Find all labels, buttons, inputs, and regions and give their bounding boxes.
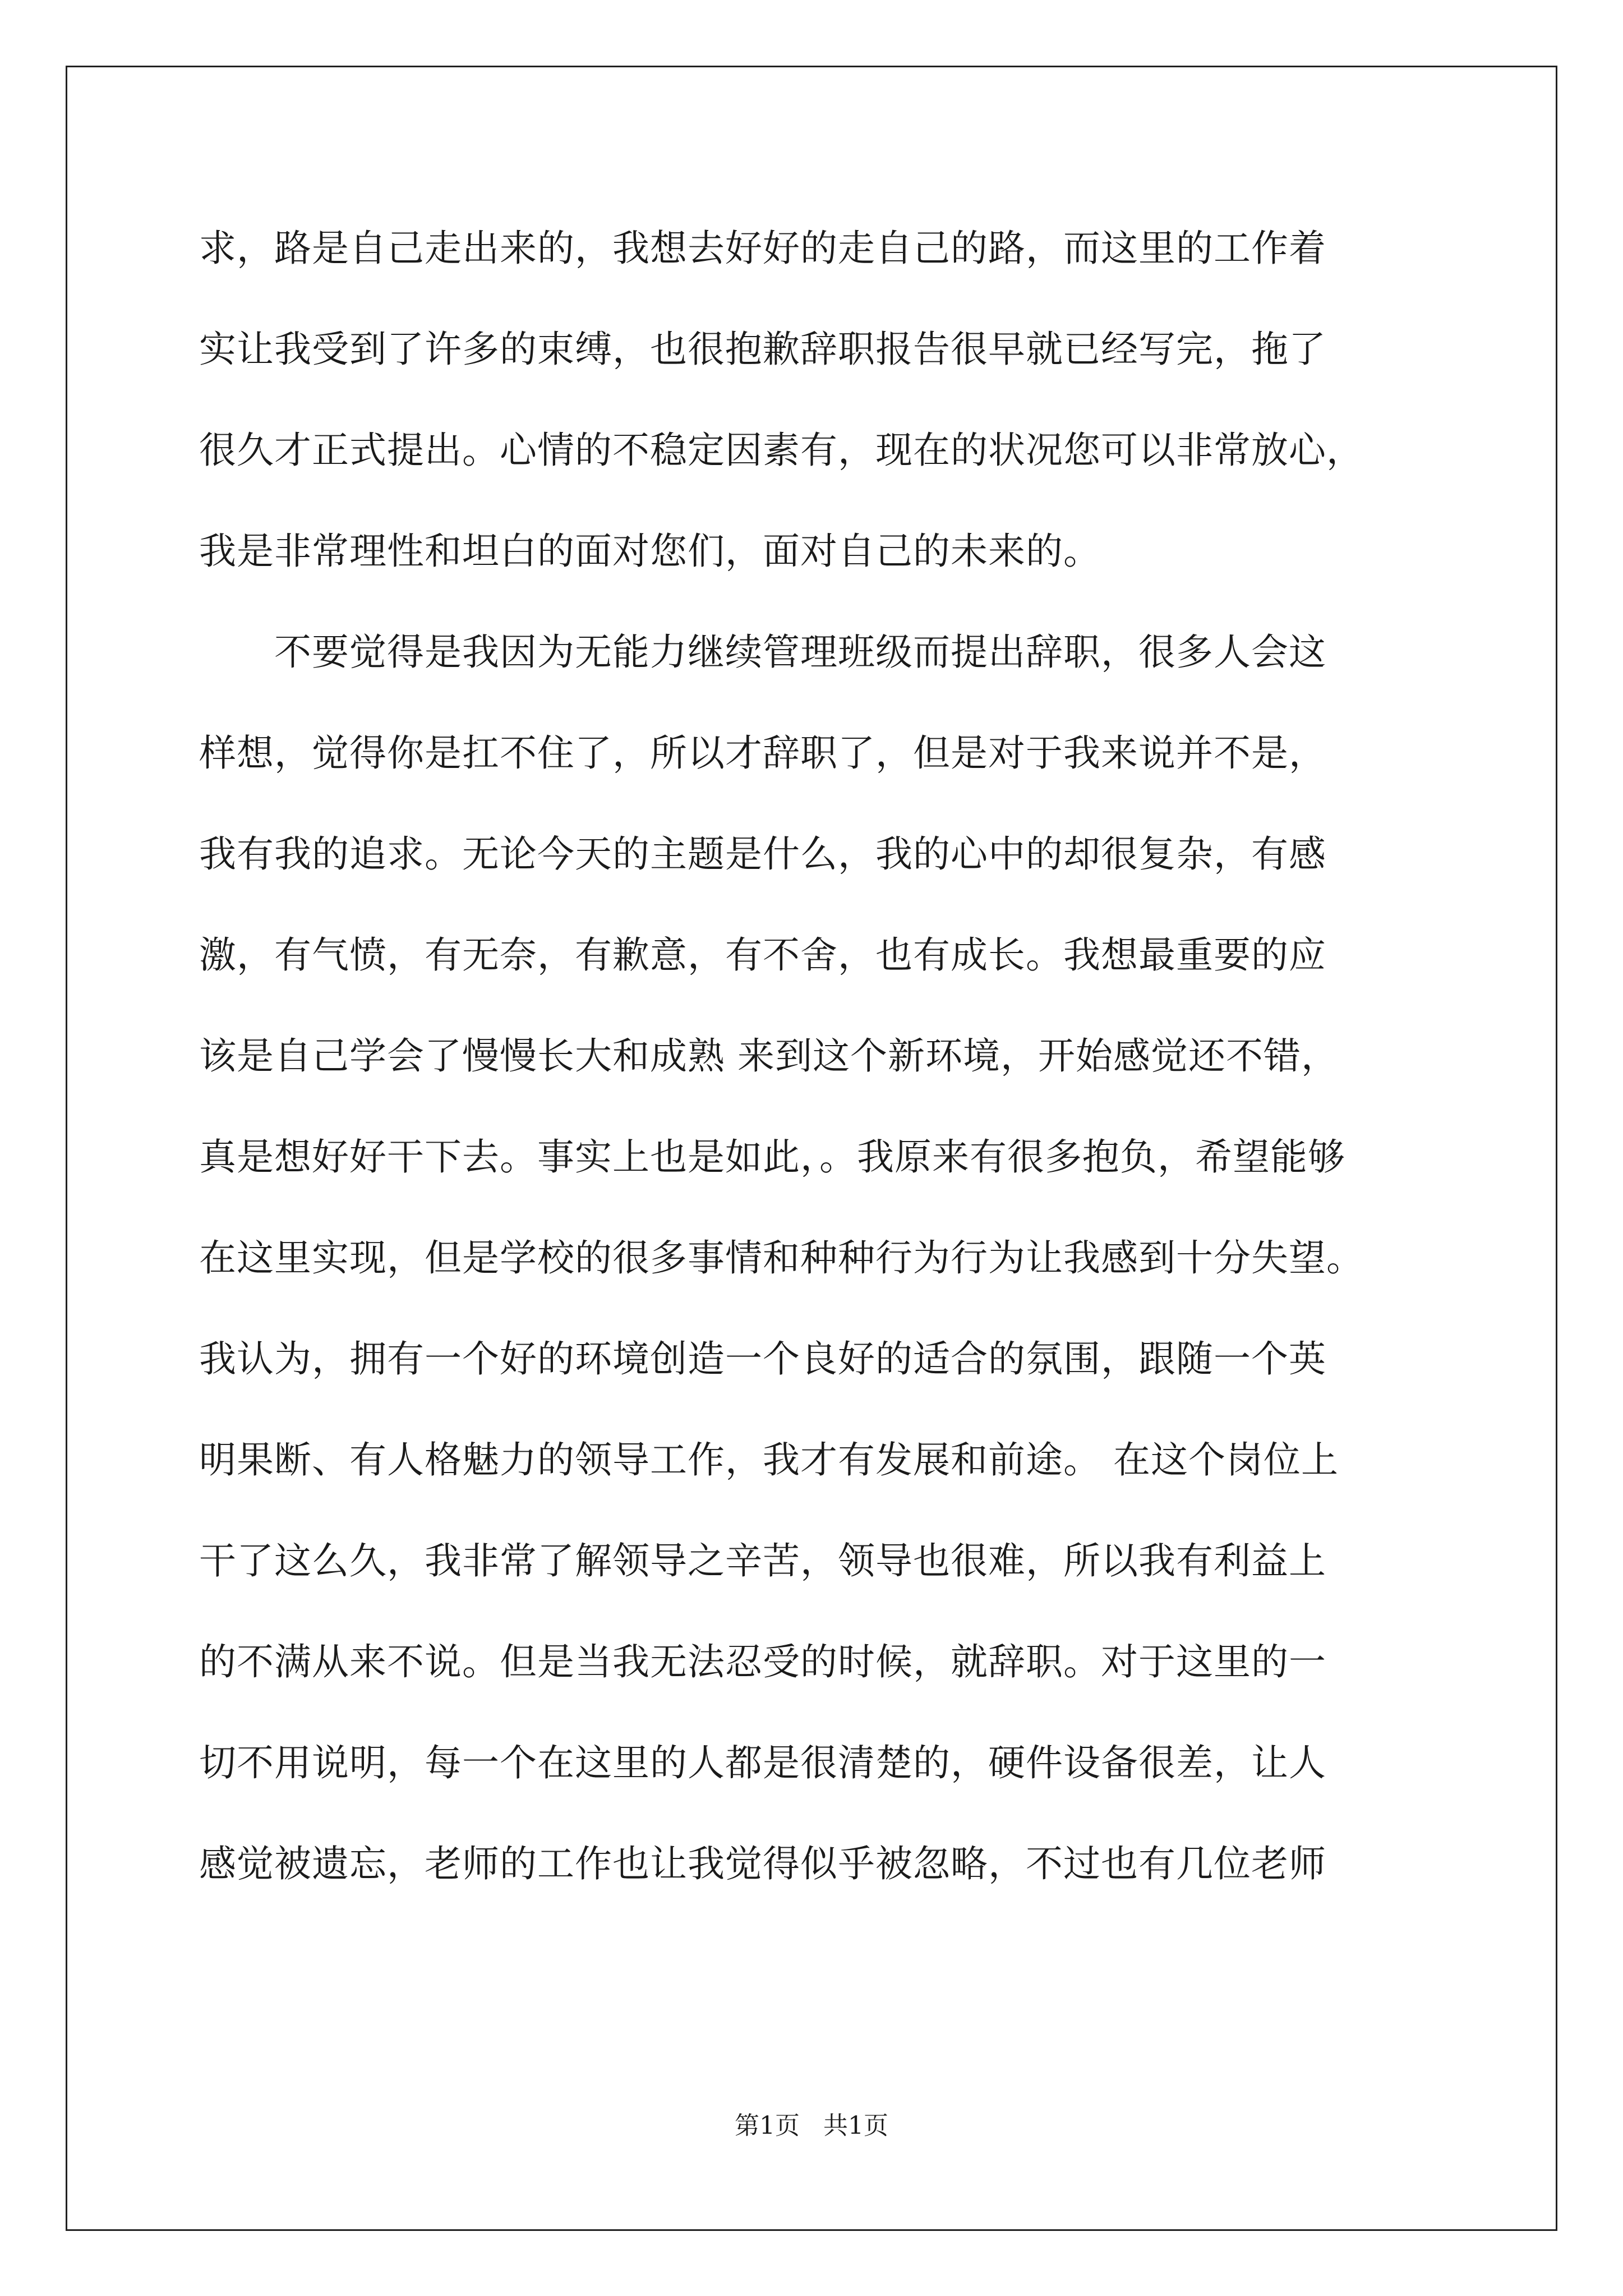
page-footer: 第1页 共1页 [735,2111,888,2140]
text-line: 很久才正式提出。心情的不稳定因素有，现在的状况您可以非常放心， [199,429,1364,472]
text-line: 在这里实现，但是学校的很多事情和种种行为行为让我感到十分失望。 [199,1236,1364,1280]
text-line: 我认为，拥有一个好的环境创造一个良好的适合的氛围，跟随一个英 [199,1337,1326,1381]
text-line: 我是非常理性和坦白的面对您们，面对自己的未来的。 [199,530,1101,573]
text-line: 切不用说明，每一个在这里的人都是很清楚的，硬件设备很差，让人 [199,1741,1326,1784]
text-line: 明果断、有人格魅力的领导工作，我才有发展和前途。 在这个岗位上 [199,1438,1339,1481]
text-line: 求，路是自己走出来的，我想去好好的走自己的路，而这里的工作着 [199,227,1326,270]
text-line: 该是自己学会了慢慢长大和成熟 来到这个新环境，开始感觉还不错， [199,1034,1339,1078]
text-line: 样想，觉得你是扛不住了，所以才辞职了，但是对于我来说并不是， [199,731,1326,775]
text-line: 不要觉得是我因为无能力继续管理班级而提出辞职，很多人会这 [199,631,1326,674]
text-line: 真是想好好干下去。事实上也是如此，。我原来有很多抱负，希望能够 [199,1135,1345,1179]
document-body [199,215,1433,1931]
text-line: 我有我的追求。无论今天的主题是什么，我的心中的却很复杂，有感 [199,832,1326,876]
text-line: 激，有气愤，有无奈，有歉意，有不舍，也有成长。我想最重要的应 [199,933,1326,977]
text-line: 感觉被遗忘，老师的工作也让我觉得似乎被忽略，不过也有几位老师 [199,1842,1326,1885]
text-line: 的不满从来不说。但是当我无法忍受的时候，就辞职。对于这里的一 [199,1640,1326,1683]
text-line: 干了这么久，我非常了解领导之辛苦，领导也很难，所以我有利益上 [199,1539,1326,1582]
text-line: 实让我受到了许多的束缚，也很抱歉辞职报告很早就已经写完，拖了 [199,328,1326,371]
